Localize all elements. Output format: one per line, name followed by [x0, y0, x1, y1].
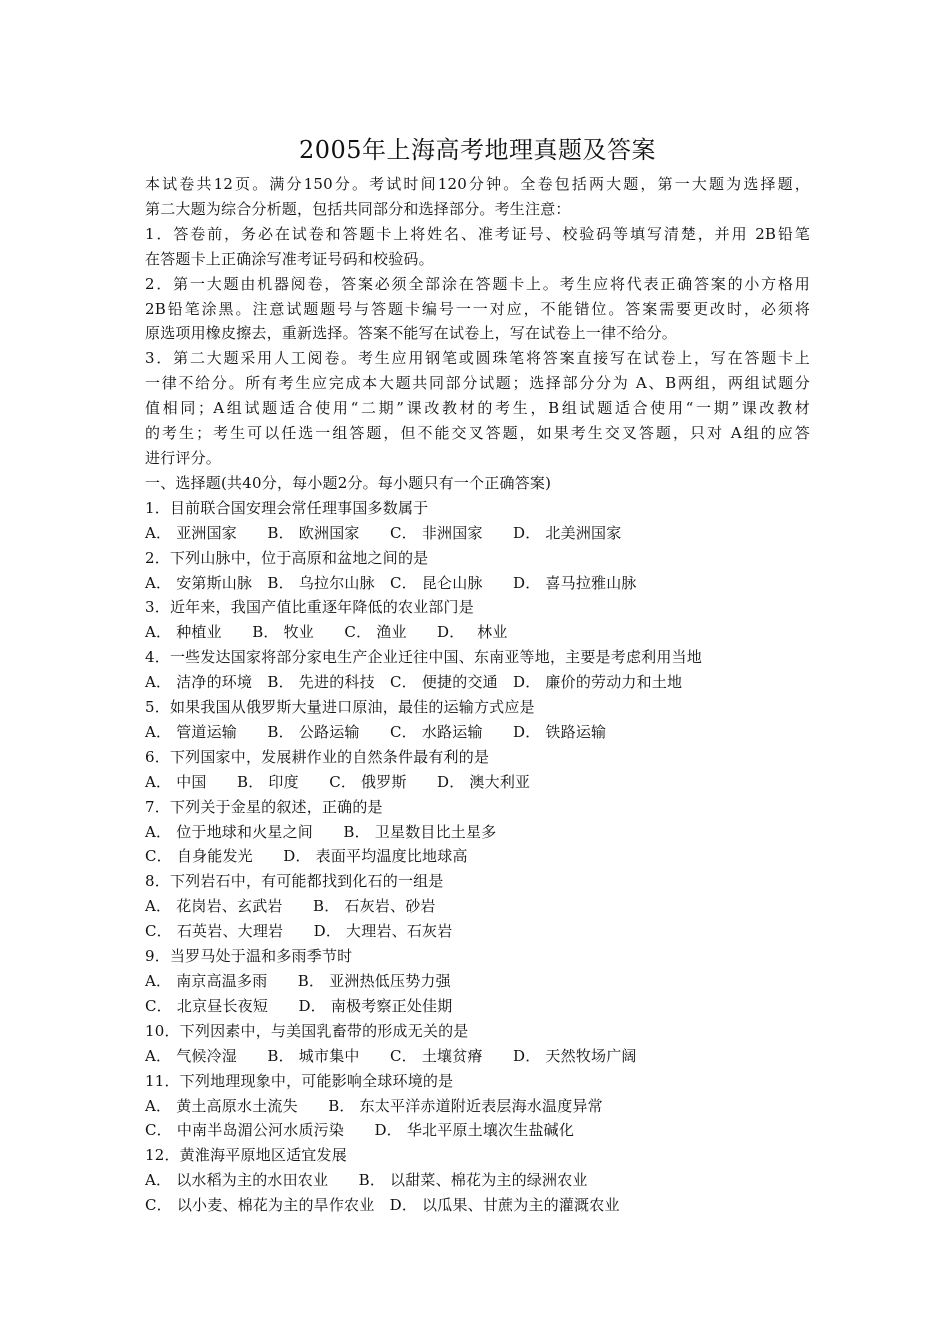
- text-line: C． 以小麦、棉花为主的旱作农业 D． 以瓜果、甘蔗为主的灌溉农业: [145, 1196, 620, 1215]
- text-line: A． 气候冷湿 B． 城市集中 C． 土壤贫瘠 D． 天然牧场广阔: [145, 1046, 637, 1065]
- text-line: C． 自身能发光 D． 表面平均温度比地球高: [145, 847, 468, 866]
- text-line: A． 管道运输 B． 公路运输 C． 水路运输 D． 铁路运输: [145, 722, 607, 741]
- text-line: A． 以水稻为主的水田农业 B． 以甜菜、棉花为主的绿洲农业: [145, 1171, 588, 1190]
- text-line: 一、选择题(共40分，每小题2分。每小题只有一个正确答案): [145, 473, 552, 492]
- text-line: 1．目前联合国安理会常任理事国多数属于: [145, 498, 429, 517]
- text-line: 6．下列国家中，发展耕作业的自然条件最有利的是: [145, 747, 490, 766]
- text-line: A． 洁净的环境 B． 先进的科技 C． 便捷的交通 D． 廉价的劳动力和土地: [145, 673, 683, 692]
- text-line: 第二大题为综合分析题，包括共同部分和选择部分。考生注意：: [145, 199, 571, 218]
- text-line: 2．下列山脉中，位于高原和盆地之间的是: [145, 548, 429, 567]
- text-line: 12．黄淮海平原地区适宜发展: [145, 1146, 347, 1165]
- text-line: C． 北京昼长夜短 D． 南极考察正处佳期: [145, 996, 453, 1015]
- text-line: A． 花岗岩、玄武岩 B． 石灰岩、砂岩: [145, 897, 436, 916]
- document-page: [145, 130, 810, 1218]
- text-line: 进行评分。: [145, 448, 222, 467]
- text-line: 8．下列岩石中，有可能都找到化石的一组是: [145, 872, 444, 891]
- text-line: 值相同；A组试题适合使用“二期”课改教材的考生，B组试题适合使用“一期”课改教材: [145, 399, 810, 418]
- text-line: A． 种植业 B． 牧业 C． 渔业 D． 林业: [145, 623, 508, 642]
- text-line: 1．答卷前，务必在试卷和答题卡上将姓名、准考证号、校验码等填写清楚，并用 2B铅笔: [145, 224, 810, 243]
- text-line: 5．如果我国从俄罗斯大量进口原油，最佳的运输方式应是: [145, 698, 535, 717]
- text-line: 3．第二大题采用人工阅卷。考生应用钢笔或圆珠笔将答案直接写在试卷上，写在答题卡上: [145, 349, 810, 368]
- text-line: 11．下列地理现象中，可能影响全球环境的是: [145, 1071, 454, 1090]
- text-line: 10．下列因素中，与美国乳畜带的形成无关的是: [145, 1021, 469, 1040]
- document-title: 2005年上海高考地理真题及答案: [298, 136, 657, 164]
- text-line: A． 亚洲国家 B． 欧洲国家 C． 非洲国家 D． 北美洲国家: [145, 523, 622, 542]
- text-line: A． 位于地球和火星之间 B． 卫星数目比土星多: [145, 822, 497, 841]
- text-line: 9．当罗马处于温和多雨季节时: [145, 947, 353, 966]
- text-line: A． 安第斯山脉 B． 乌拉尔山脉 C． 昆仑山脉 D． 喜马拉雅山脉: [145, 573, 637, 592]
- text-line: 2B铅笔涂黑。注意试题题号与答题卡编号一一对应，不能错位。答案需要更改时，必须将: [145, 299, 810, 318]
- text-line: A． 黄土高原水土流失 B． 东太平洋赤道附近表层海水温度异常: [145, 1096, 603, 1115]
- text-line: A． 南京高温多雨 B． 亚洲热低压势力强: [145, 972, 451, 990]
- text-line: C． 石英岩、大理岩 D． 大理岩、石灰岩: [145, 922, 453, 941]
- text-line: 一律不给分。所有考生应完成本大题共同部分试题；选择部分分为 A、B两组，两组试题分: [145, 374, 810, 393]
- text-line: C． 中南半岛湄公河水质污染 D． 华北平原土壤次生盐碱化: [145, 1121, 575, 1140]
- text-line: 4．一些发达国家将部分家电生产企业迁往中国、东南亚等地，主要是考虑利用当地: [145, 648, 702, 667]
- text-line: 在答题卡上正确涂写准考证号码和校验码。: [145, 249, 434, 268]
- text-line: 7．下列关于金星的叙述，正确的是: [145, 797, 383, 816]
- document-body: [145, 172, 810, 1218]
- text-line: 原选项用橡皮擦去，重新选择。答案不能写在试卷上，写在试卷上一律不给分。: [145, 324, 678, 343]
- text-line: A． 中国 B． 印度 C． 俄罗斯 D． 澳大利亚: [145, 772, 531, 791]
- text-line: 本试卷共12页。满分150分。考试时间120分钟。全卷包括两大题，第一大题为选择题，: [145, 175, 810, 193]
- text-line: 3．近年来，我国产值比重逐年降低的农业部门是: [145, 598, 474, 617]
- text-line: 2．第一大题由机器阅卷，答案必须全部涂在答题卡上。考生应将代表正确答案的小方格用: [145, 274, 810, 293]
- text-line: 的考生；考生可以任选一组答题，但不能交叉答题，如果考生交叉答题，只对 A组的应答: [145, 424, 810, 443]
